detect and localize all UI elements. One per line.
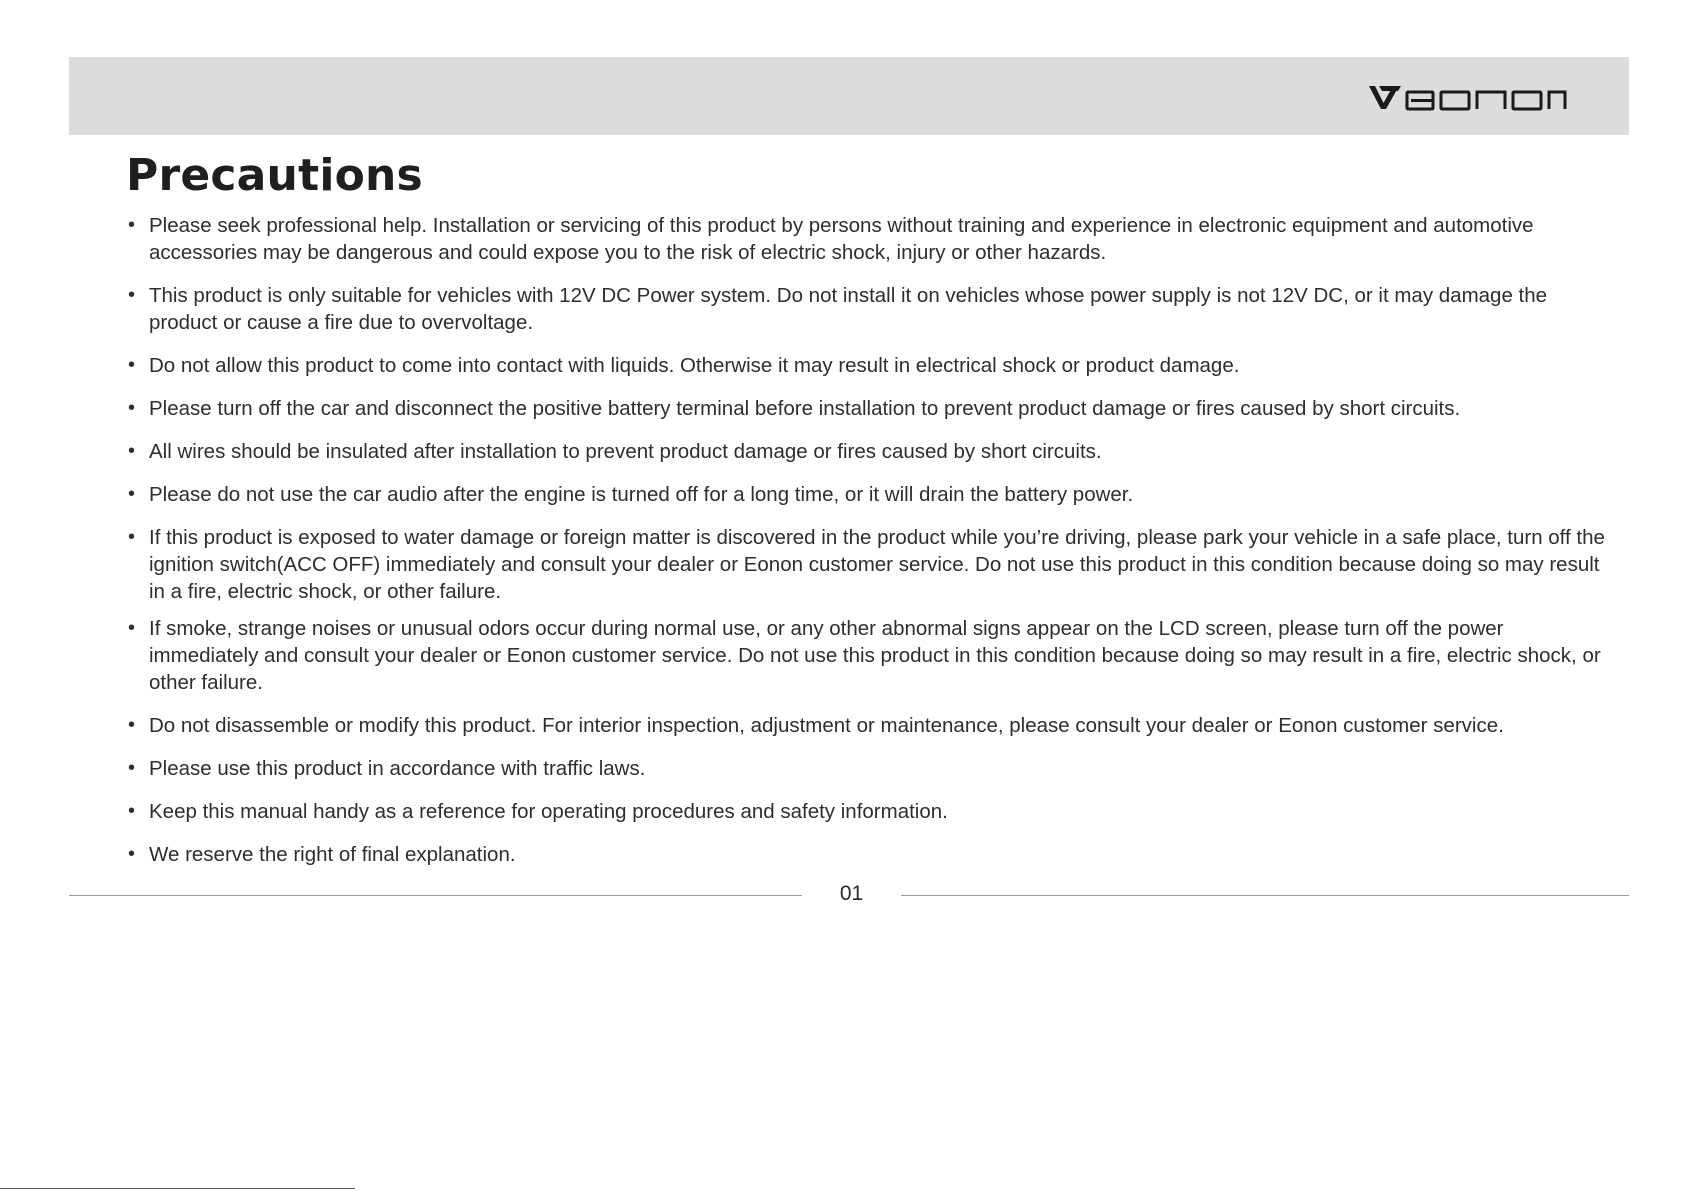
list-item: • We reserve the right of final explanation. (126, 841, 1606, 868)
list-item: • This product is only suitable for vehicles with 12V DC Power system. Do not install it on vehicles whose power supply is not 12V DC, or it may damage the product or cause a fire due to overvoltage. (126, 282, 1606, 336)
page-footer (69, 882, 1629, 912)
footer-divider-left (69, 895, 802, 896)
list-item: • If smoke, strange noises or unusual odors occur during normal use, or any other abnormal signs appear on the LCD screen, please turn off the power immediately and consult your dealer or Eonon customer service. Do not use this product in this condition because doing so may result in a fire, electric shock, or other failure. (126, 615, 1606, 696)
footer-divider-right (901, 895, 1629, 896)
list-item: • Please turn off the car and disconnect the positive battery terminal before installation to prevent product damage or fires caused by short circuits. (126, 395, 1606, 422)
page-number: 01 (839, 882, 864, 905)
list-item: • Do not disassemble or modify this product. For interior inspection, adjustment or maintenance, please consult your dealer or Eonon customer service. (126, 712, 1606, 739)
scan-edge-line (0, 1188, 355, 1189)
list-item: • Please seek professional help. Installation or servicing of this product by persons without training and experience in electronic equipment and automotive accessories may be dangerous and could expose you to the risk of electric shock, injury or other hazards. (126, 212, 1606, 266)
list-item: • Please use this product in accordance with traffic laws. (126, 755, 1606, 782)
header-band (69, 57, 1629, 135)
list-item: • Keep this manual handy as a reference for operating procedures and safety information. (126, 798, 1606, 825)
eonon-logo-mark (1367, 82, 1567, 112)
list-item: • Please do not use the car audio after the engine is turned off for a long time, or it will drain the battery power. (126, 481, 1606, 508)
list-item: • Do not allow this product to come into contact with liquids. Otherwise it may result in electrical shock or product damage. (126, 352, 1606, 379)
precaution-list (126, 212, 1606, 884)
list-item: • All wires should be insulated after installation to prevent product damage or fires caused by short circuits. (126, 438, 1606, 465)
eonon-logo (1367, 82, 1567, 112)
page-title: Precautions (126, 150, 423, 201)
list-item: • If this product is exposed to water damage or foreign matter is discovered in the product while you’re driving, please park your vehicle in a safe place, turn off the ignition switch(ACC OFF) immediately and consult your dealer or Eonon customer service. Do not use this product in this condition because doing so may result in a fire, electric shock, or other failure. (126, 524, 1606, 605)
